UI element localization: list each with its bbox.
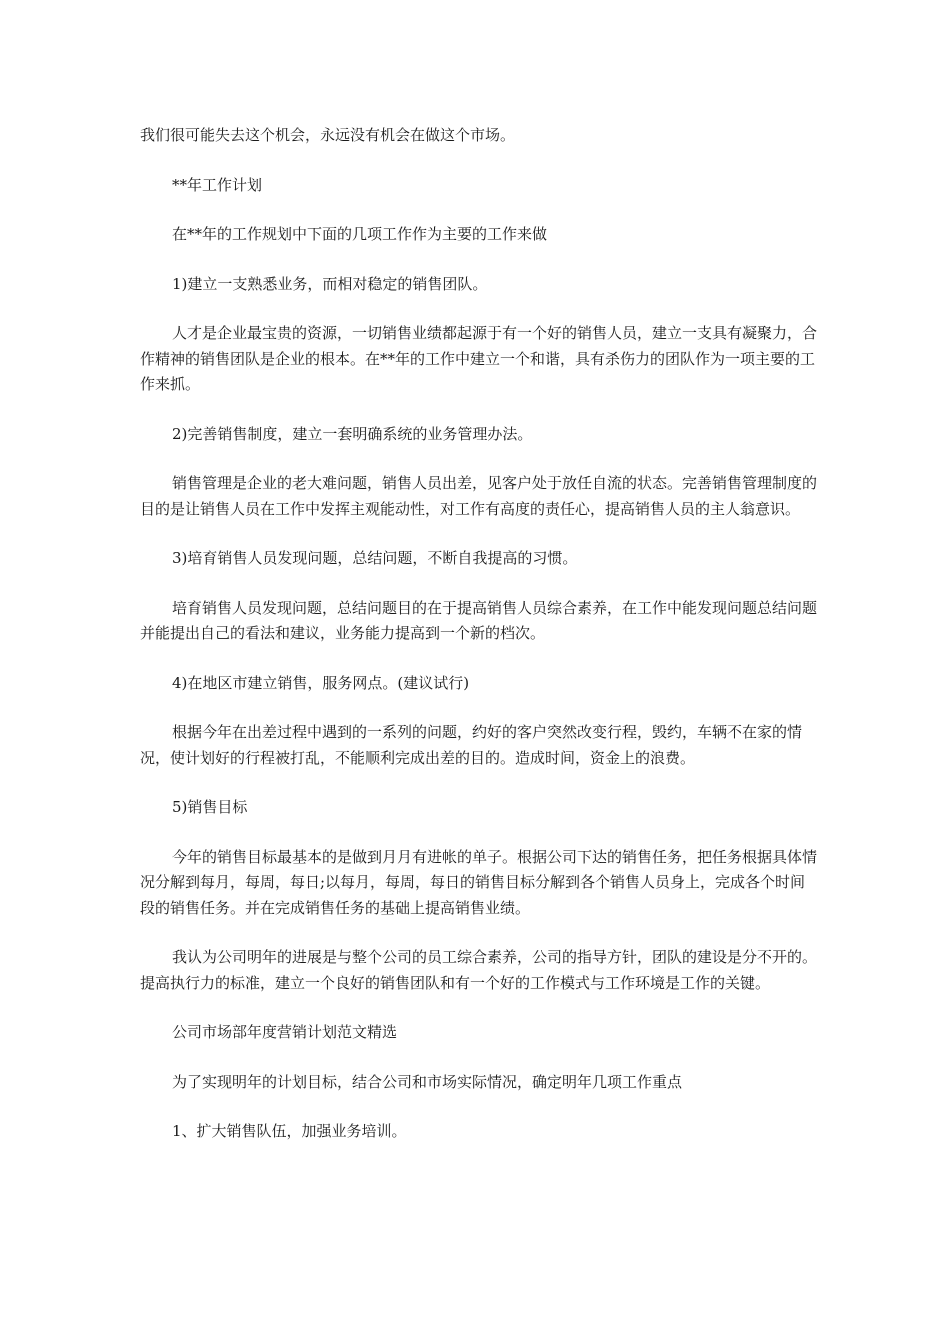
item-heading-4: 4)在地区市建立销售，服务网点。(建议试行) [172, 673, 470, 692]
paragraph-conclusion: 我认为公司明年的进展是与整个公司的员工综合素养，公司的指导方针，团队的建设是分不开的。提高执行力的标准，建立一个良好的销售团队和有一个好的工作模式与工作环境是工作的关键。 [140, 948, 818, 992]
paragraph-item-1: 人才是企业最宝贵的资源，一切销售业绩都起源于有一个好的销售人员，建立一支具有凝聚力，合作精神的销售团队是企业的根本。在**年的工作中建立一个和谐，具有杀伤力的团队作为一项主要的工作来抓。 [140, 324, 818, 393]
paragraph-plan-overview: 在**年的工作规划中下面的几项工作作为主要的工作来做 [172, 225, 548, 243]
item-heading-expand-team: 1、扩大销售队伍，加强业务培训。 [172, 1122, 407, 1140]
section-heading-marketing-plan: 公司市场部年度营销计划范文精选 [172, 1023, 398, 1041]
paragraph-marketing-overview: 为了实现明年的计划目标，结合公司和市场实际情况，确定明年几项工作重点 [172, 1072, 683, 1091]
document-body [140, 123, 820, 1169]
paragraph-item-2: 销售管理是企业的老大难问题，销售人员出差，见客户处于放任自流的状态。完善销售管理制度的目的是让销售人员在工作中发挥主观能动性，对工作有高度的责任心，提高销售人员的主人翁意识。 [140, 474, 818, 518]
item-heading-1: 1)建立一支熟悉业务，而相对稳定的销售团队。 [172, 274, 488, 293]
paragraph-intro-closing: 我们很可能失去这个机会，永远没有机会在做这个市场。 [140, 126, 516, 144]
item-heading-3: 3)培育销售人员发现问题，总结问题，不断自我提高的习惯。 [172, 549, 578, 567]
item-heading-2: 2)完善销售制度，建立一套明确系统的业务管理办法。 [172, 424, 533, 443]
section-heading-work-plan: **年工作计划 [172, 175, 263, 194]
paragraph-item-5: 今年的销售目标最基本的是做到月月有进帐的单子。根据公司下达的销售任务，把任务根据具体情况分解到每月，每周，每日;以每月，每周，每日的销售目标分解到各个销售人员身上，完成各个时间段的销售任务。并在完成销售任务的基础上提高销售业绩。 [140, 847, 818, 917]
item-heading-5: 5)销售目标 [172, 798, 248, 816]
paragraph-item-4: 根据今年在出差过程中遇到的一系列的问题，约好的客户突然改变行程，毁约，车辆不在家的情况，使计划好的行程被打乱，不能顺利完成出差的目的。造成时间，资金上的浪费。 [140, 723, 803, 767]
paragraph-item-3: 培育销售人员发现问题，总结问题目的在于提高销售人员综合素养，在工作中能发现问题总结问题并能提出自己的看法和建议，业务能力提高到一个新的档次。 [140, 598, 818, 642]
